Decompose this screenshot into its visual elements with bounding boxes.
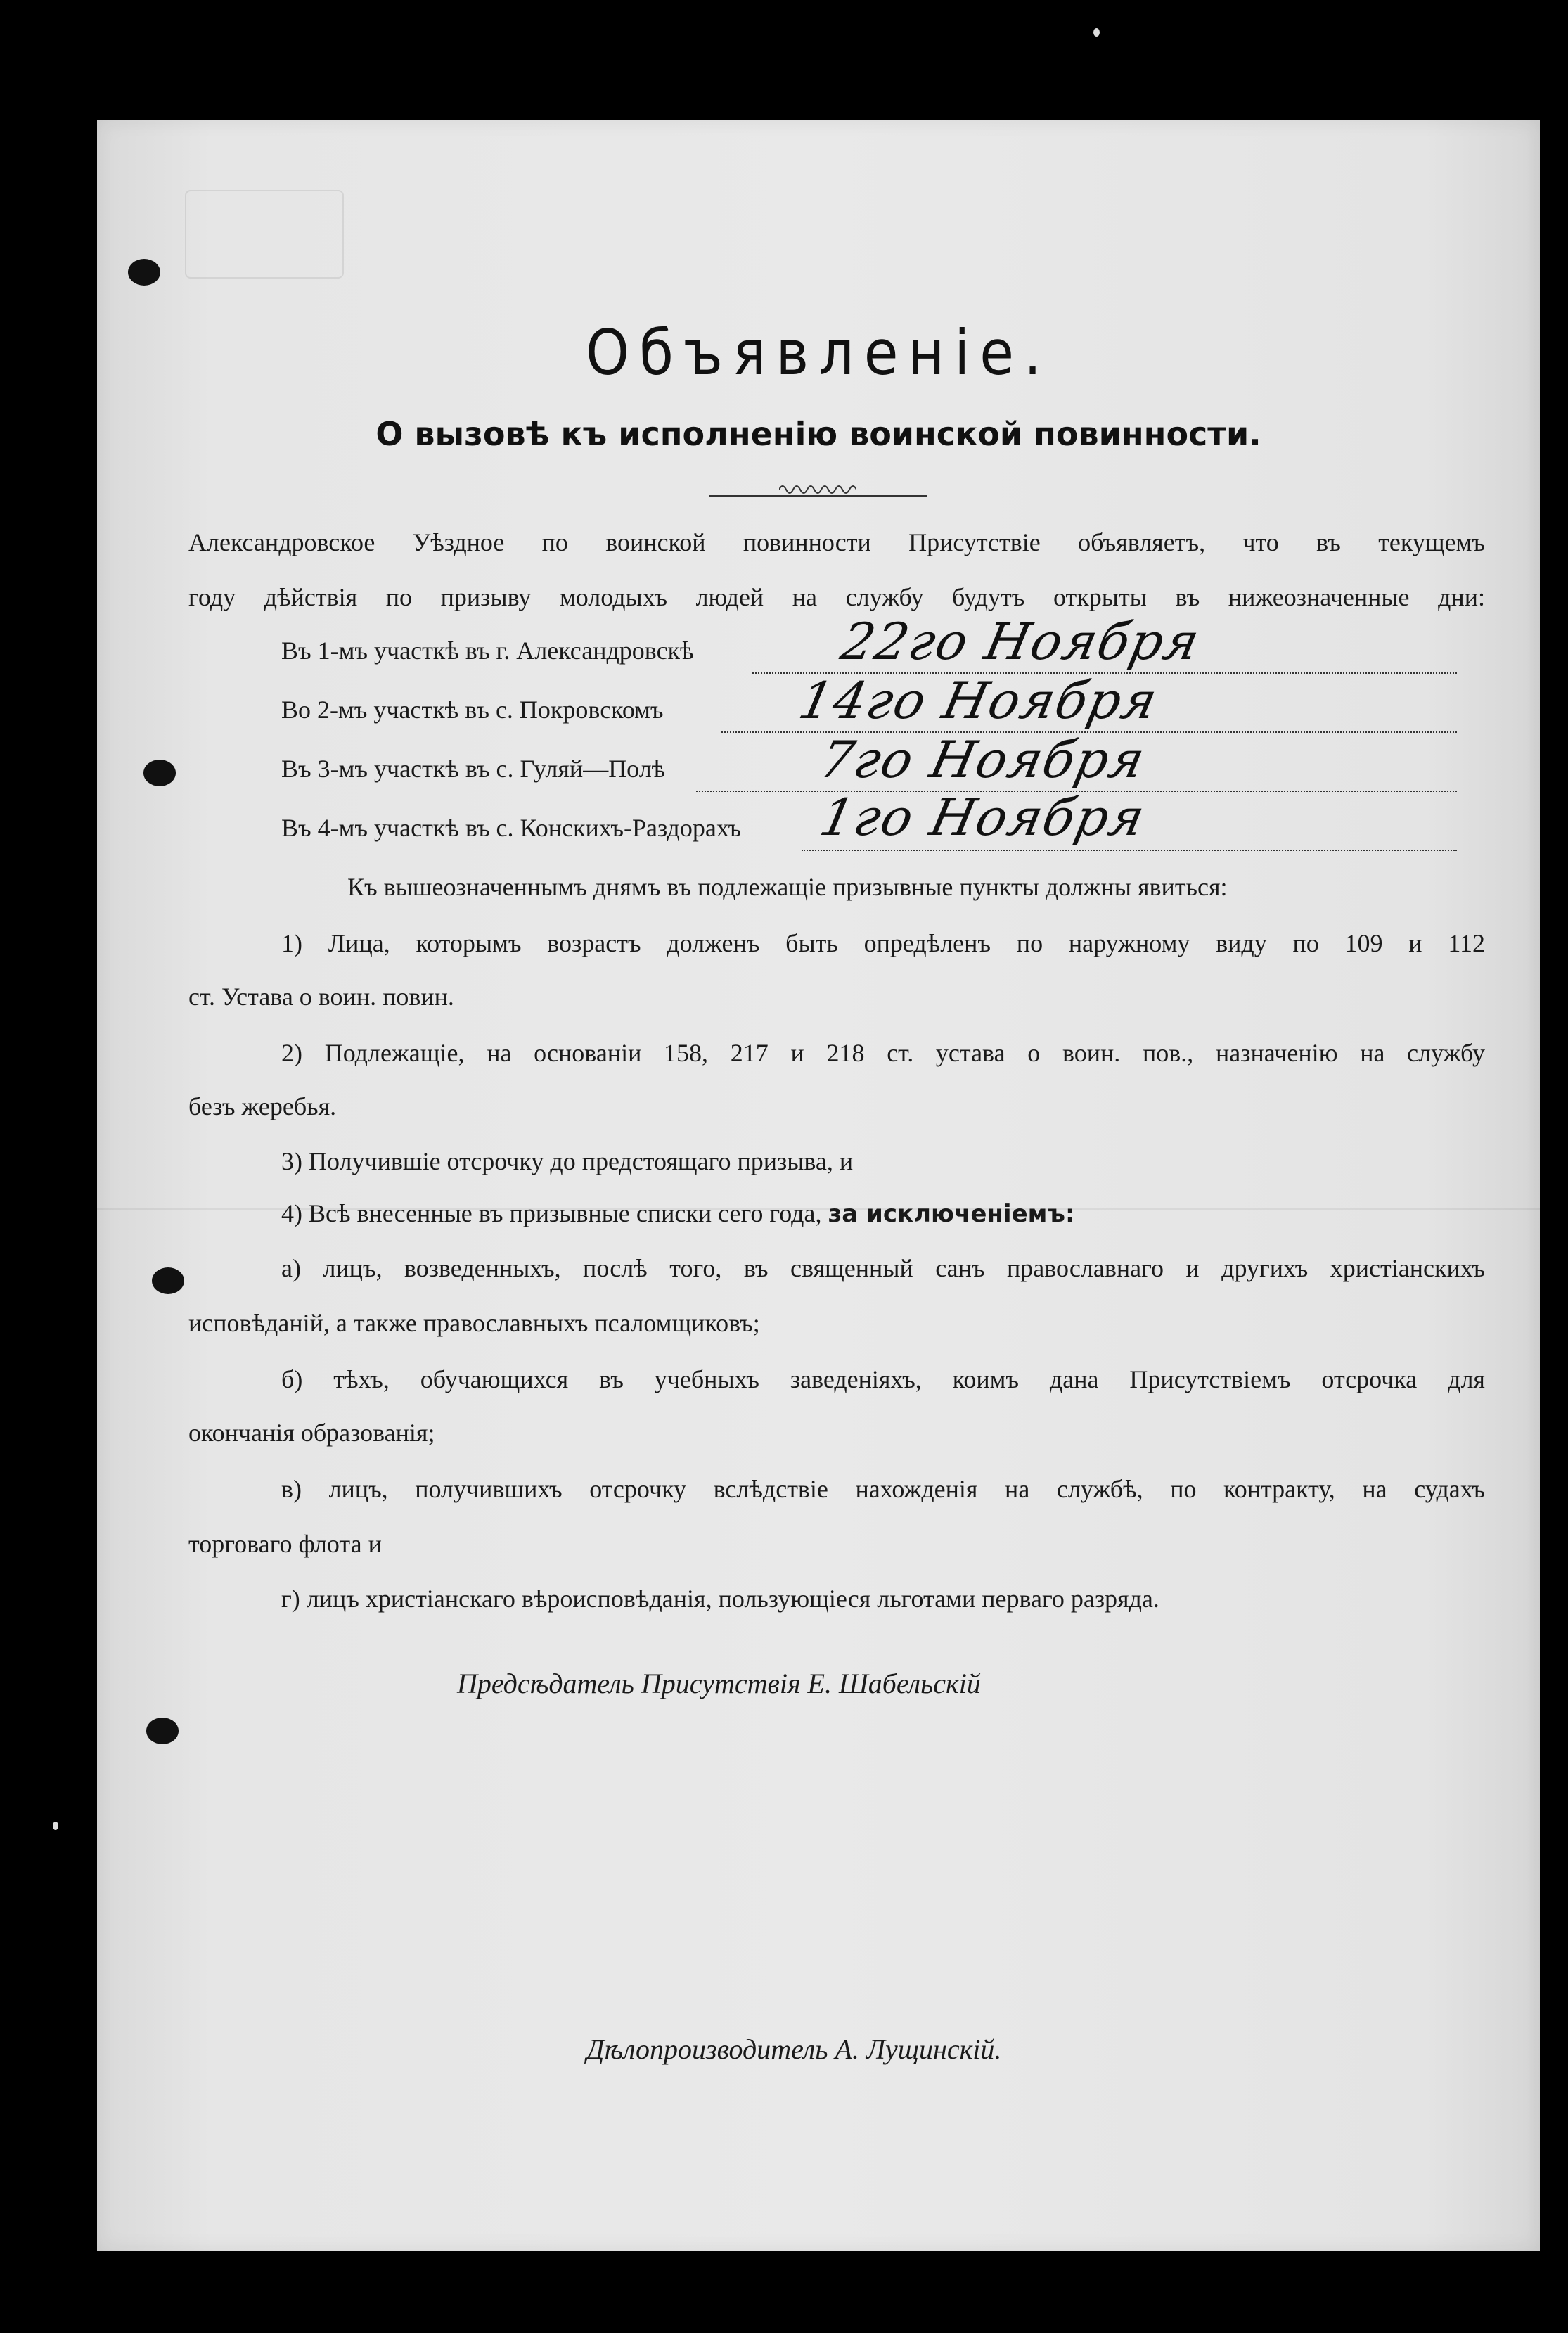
chairman-signature: Предсѣдатель Присутствія Е. Шабельскій xyxy=(457,1668,981,1699)
item-4-emphasis: за исключеніемъ: xyxy=(828,1200,1075,1228)
district-4-date: 1го Ноября xyxy=(815,788,1151,847)
page-title: Объявленіе. xyxy=(585,317,1052,389)
item-1-line-1: 1) Лица, которымъ возрастъ долженъ быть опредѣленъ по наружному виду по 109 и 112 xyxy=(281,929,1485,957)
item-2-line-2: безъ жеребья. xyxy=(188,1092,337,1120)
district-1-date: 22го Ноября xyxy=(836,612,1206,671)
item-4 xyxy=(281,1199,1075,1228)
item-3: 3) Получившіе отсрочку до предстоящаго призыва, и xyxy=(281,1147,854,1175)
district-2-date: 14го Ноября xyxy=(794,671,1164,730)
punch-hole xyxy=(152,1267,184,1294)
district-4-line xyxy=(802,850,1457,851)
library-stamp xyxy=(185,190,344,279)
exception-v-line-1: в) лицъ, получившихъ отсрочку вслѣдствіе нахожденія на службѣ, по контракту, на судахъ xyxy=(281,1475,1485,1503)
district-1-label: Въ 1-мъ участкѣ въ г. Александровскѣ xyxy=(281,637,694,665)
divider-ornament xyxy=(779,480,856,494)
item-1-line-2: ст. Устава о воин. повин. xyxy=(188,983,454,1011)
exception-a-line-2: исповѣданій, а также православныхъ псаломщиковъ; xyxy=(188,1309,760,1337)
clerk-signature: Дѣлопроизводитель А. Лущинскій. xyxy=(586,2033,1002,2065)
exception-b-line-1: б) тѣхъ, обучающихся въ учебныхъ заведеніяхъ, коимъ дана Присутствіемъ отсрочка для xyxy=(281,1365,1485,1393)
punch-hole xyxy=(146,1718,179,1744)
district-4-label: Въ 4-мъ участкѣ въ с. Конскихъ-Раздорахъ xyxy=(281,814,742,842)
exception-b-line-2: окончанія образованія; xyxy=(188,1419,435,1447)
exception-a-line-1: а) лицъ, возведенныхъ, послѣ того, въ священный санъ православнаго и другихъ христіанскихъ xyxy=(281,1254,1485,1282)
punch-hole xyxy=(143,760,176,786)
call-line: Къ вышеозначеннымъ днямъ въ подлежащіе призывные пункты должны явиться: xyxy=(347,873,1228,901)
intro-line-1: Александровское Уѣздное по воинской повинности Присутствіе объявляетъ, что въ текущемъ xyxy=(188,528,1485,556)
district-3-date: 7го Ноября xyxy=(815,730,1151,789)
item-4-text: 4) Всѣ внесенные въ призывные списки сего года, xyxy=(281,1199,822,1227)
document-page xyxy=(97,120,1540,2251)
exception-g: г) лицъ христіанскаго вѣроисповѣданія, пользующіеся льготами перваго разряда. xyxy=(281,1585,1159,1613)
intro-line-2: году дѣйствія по призыву молодыхъ людей на службу будутъ открыты въ нижеозначенные дни: xyxy=(188,583,1485,611)
district-2-label: Во 2-мъ участкѣ въ с. Покровскомъ xyxy=(281,696,664,724)
punch-hole xyxy=(128,259,160,286)
exception-v-line-2: торговаго флота и xyxy=(188,1530,382,1558)
page-subtitle: О вызовѣ къ исполненію воинской повинности. xyxy=(375,415,1261,453)
item-2-line-1: 2) Подлежащіе, на основаніи 158, 217 и 218 ст. устава о воин. пов., назначенію на службу xyxy=(281,1039,1485,1067)
district-3-label: Въ 3-мъ участкѣ въ с. Гуляй—Полѣ xyxy=(281,755,666,783)
scan-speck xyxy=(1093,28,1100,37)
scan-speck xyxy=(53,1822,58,1830)
